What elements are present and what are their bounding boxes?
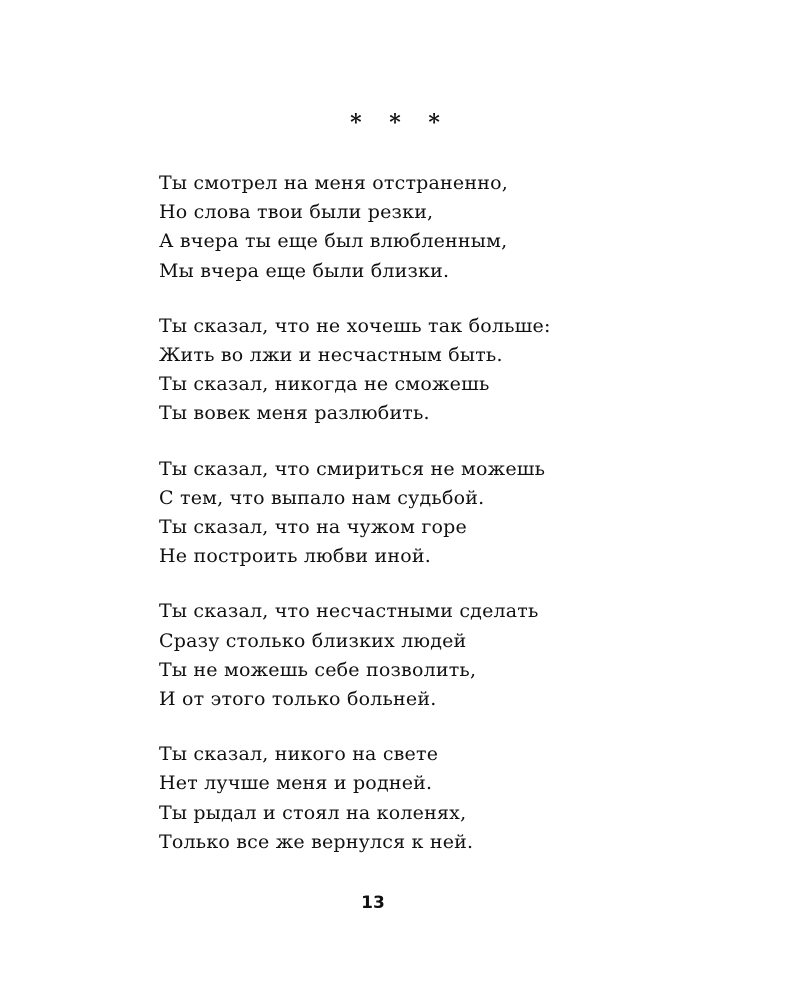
poem-line: Ты вовек меня разлюбить. [159, 402, 430, 425]
poem-line: Сразу столько близких людей [159, 629, 467, 652]
poem [159, 169, 759, 883]
poem-line: А вчера ты еще был влюбленным, [159, 230, 508, 253]
poem-line: Ты сказал, никогда не сможешь [159, 373, 490, 396]
poem-line: Ты сказал, что смириться не можешь [159, 457, 546, 480]
stanza-2 [159, 312, 759, 429]
stanza-5 [159, 740, 759, 857]
poem-line: Нет лучше меня и родней. [159, 772, 433, 795]
stanza-1 [159, 169, 759, 286]
poem-line: И от этого только больней. [159, 688, 437, 711]
poem-line: Ты смотрел на меня отстраненно, [159, 172, 508, 194]
page-number: 13 [361, 893, 385, 913]
poem-line: С тем, что выпало нам судьбой. [159, 486, 485, 509]
section-ornament: * * * [350, 110, 450, 136]
stanza-4 [159, 597, 759, 714]
poem-line: Ты рыдал и стоял на коленях, [159, 801, 467, 824]
poem-line: Ты сказал, никого на свете [159, 743, 439, 766]
poem-line: Ты не можешь себе позволить, [159, 658, 477, 681]
poem-line: Ты сказал, что не хочешь так больше: [159, 314, 551, 337]
poem-line: Ты сказал, что на чужом горе [159, 516, 467, 539]
poem-line: Но слова твои были резки, [159, 201, 434, 224]
poem-line: Мы вчера еще были близки. [159, 259, 450, 282]
poem-line: Только все же вернулся к ней. [159, 830, 474, 853]
poem-line: Жить во лжи и несчастным быть. [159, 344, 503, 367]
stanza-3 [159, 455, 759, 572]
poem-line: Ты сказал, что несчастными сделать [159, 600, 539, 623]
poem-line: Не построить любви иной. [159, 545, 431, 568]
